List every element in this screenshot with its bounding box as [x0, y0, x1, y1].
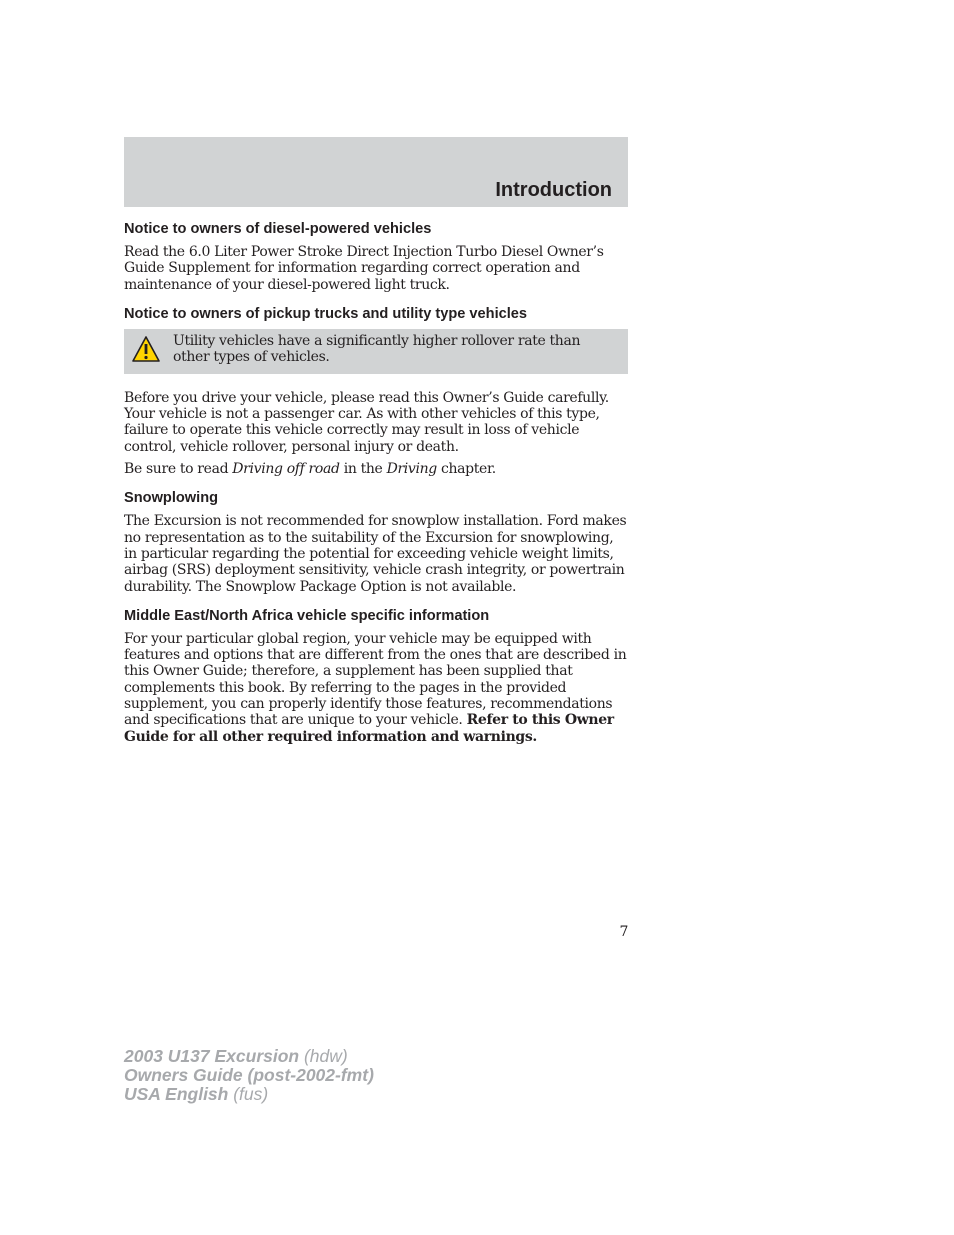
section-snowplowing [124, 489, 630, 594]
page-number: 7 [619, 924, 628, 940]
footer-line-1 [124, 1047, 374, 1066]
footer-line-2 [124, 1066, 374, 1085]
pickup-heading: Notice to owners of pickup trucks and utility type vehicles [124, 305, 528, 322]
document-footer [124, 1047, 374, 1104]
footer-model-code: (hdw) [299, 1046, 348, 1066]
snowplowing-heading: Snowplowing [124, 490, 219, 507]
warning-text: Utility vehicles have a significantly higher rollover rate than other types of vehicles. [173, 332, 581, 366]
diesel-paragraph: Read the 6.0 Liter Power Stroke Direct Injection Turbo Diesel Owner’s Guide Supplement for information regarding correct operation and maintenance of your diesel-powered light truck. [124, 244, 604, 293]
diesel-heading: Notice to owners of diesel-powered vehicles [124, 221, 432, 237]
middle-east-body: For your particular global region, your vehicle may be equipped with features and options that are different from the ones that are described in this Owner Guide; therefore, a supplement has been supplied that complements this book. By referring to the pages in the provided supplement, you can properly identify those features, recommendations and specifications that are unique to your vehicle. [124, 630, 627, 729]
read-chapter-paragraph [124, 461, 630, 477]
warning-triangle-icon [131, 335, 161, 367]
middle-east-bold-note: Refer to this Owner Guide for all other required information and warnings. [124, 712, 614, 745]
middle-east-paragraph [124, 631, 630, 745]
footer-model: 2003 U137 Excursion [124, 1046, 300, 1066]
footer-guide: Owners Guide (post-2002-fmt) [124, 1065, 374, 1085]
middle-east-heading: Middle East/North Africa vehicle specific information [124, 607, 490, 624]
chapter-title: Introduction [495, 179, 612, 201]
driving-off-road-reference: Driving off road [232, 461, 340, 478]
footer-language-code: (fus) [228, 1084, 269, 1104]
footer-line-3 [124, 1085, 374, 1104]
read-mid: in the [339, 461, 387, 478]
section-middle-east [124, 607, 630, 745]
pickup-paragraph: Before you drive your vehicle, please read this Owner’s Guide carefully. Your vehicle is not a passenger car. As with other vehicles of this type, failure to operate this vehicle correctly may result in loss of vehicle control, vehicle rollover, personal injury or death. [124, 389, 609, 455]
section-pickup [124, 305, 630, 477]
read-prefix: Be sure to read [124, 461, 233, 478]
snowplowing-paragraph: The Excursion is not recommended for snowplow installation. Ford makes no representation as to the suitability of the Excursion for snowplowing, in particular regarding the potential for exceeding vehicle weight limits, airbag (SRS) deployment sensitivity, vehicle crash integrity, or powertrain durability. The Snowplow Package Option is not available. [124, 513, 627, 595]
section-diesel [124, 220, 630, 293]
driving-chapter-reference: Driving [386, 461, 437, 478]
chapter-header-band [124, 137, 628, 207]
page-content [124, 220, 630, 751]
warning-box [124, 329, 628, 374]
read-suffix: chapter. [436, 461, 496, 478]
footer-language: USA English [124, 1084, 229, 1104]
